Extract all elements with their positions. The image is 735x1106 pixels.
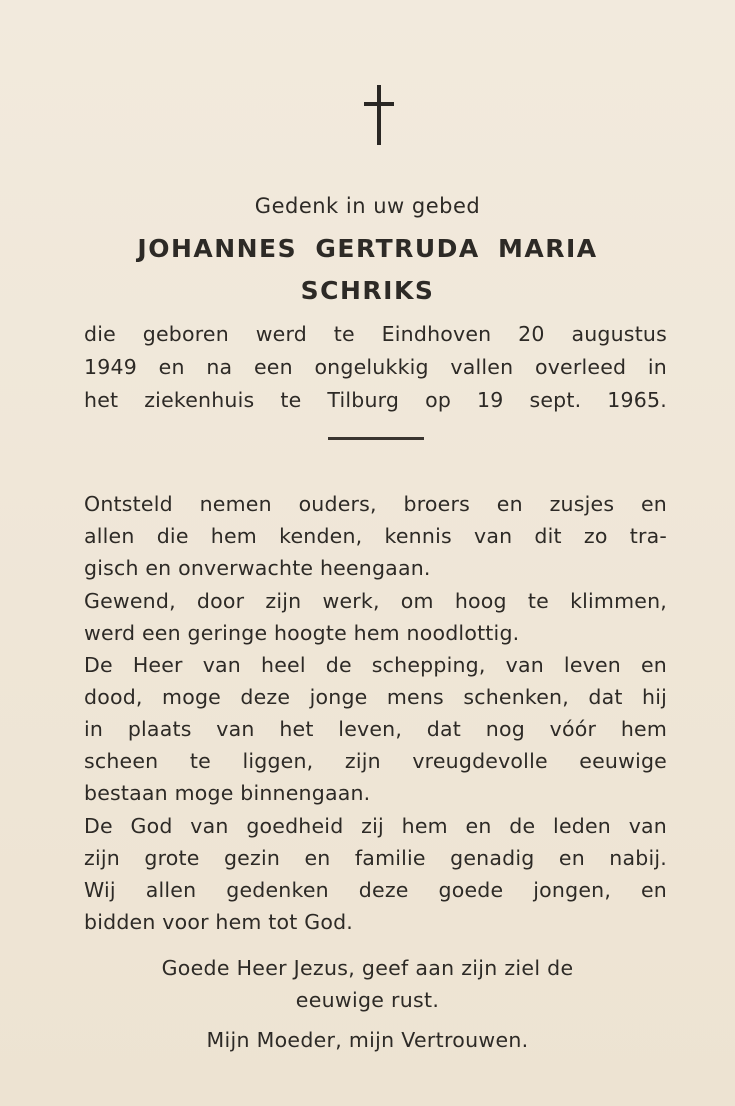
body-line: bidden voor hem tot God. bbox=[84, 910, 353, 934]
closing-motto: Mijn Moeder, mijn Vertrouwen. bbox=[206, 1028, 529, 1052]
body-line: Gewend, door zijn werk, om hoog te klimmen, bbox=[84, 589, 667, 613]
body-line: gisch en onverwachte heengaan. bbox=[84, 556, 431, 580]
body-line: werd een geringe hoogte hem noodlottig. bbox=[84, 621, 520, 645]
deceased-name: JOHANNES GERTRUDA MARIA bbox=[137, 234, 598, 263]
body-line: scheen te liggen, zijn vreugdevolle eeuwige bbox=[84, 749, 667, 773]
body-line: Wij allen gedenken deze goede jongen, en bbox=[84, 878, 667, 902]
body-line: De God van goedheid zij hem en de leden van bbox=[84, 814, 667, 838]
body-line: in plaats van het leven, dat nog vóór hem bbox=[84, 717, 667, 741]
bio-line: het ziekenhuis te Tilburg op 19 sept. 1965. bbox=[84, 388, 667, 412]
bio-line: die geboren werd te Eindhoven 20 augustus bbox=[84, 322, 667, 346]
divider bbox=[328, 437, 424, 440]
body-line: De Heer van heel de schepping, van leven en bbox=[84, 653, 667, 677]
cross-icon bbox=[364, 85, 394, 145]
bio-line: 1949 en na een ongelukkig vallen overleed in bbox=[84, 355, 667, 379]
body-line: zijn grote gezin en familie genadig en nabij. bbox=[84, 846, 667, 870]
prayer-line: eeuwige rust. bbox=[295, 988, 440, 1012]
prayer-line: Goede Heer Jezus, geef aan zijn ziel de bbox=[161, 956, 574, 980]
body-line: allen die hem kenden, kennis van dit zo tra- bbox=[84, 524, 667, 548]
intro-text: Gedenk in uw gebed bbox=[254, 194, 481, 218]
body-line: dood, moge deze jonge mens schenken, dat hij bbox=[84, 685, 667, 709]
deceased-surname: SCHRIKS bbox=[300, 276, 435, 305]
body-line: bestaan moge binnengaan. bbox=[84, 781, 371, 805]
body-line: Ontsteld nemen ouders, broers en zusjes en bbox=[84, 492, 667, 516]
